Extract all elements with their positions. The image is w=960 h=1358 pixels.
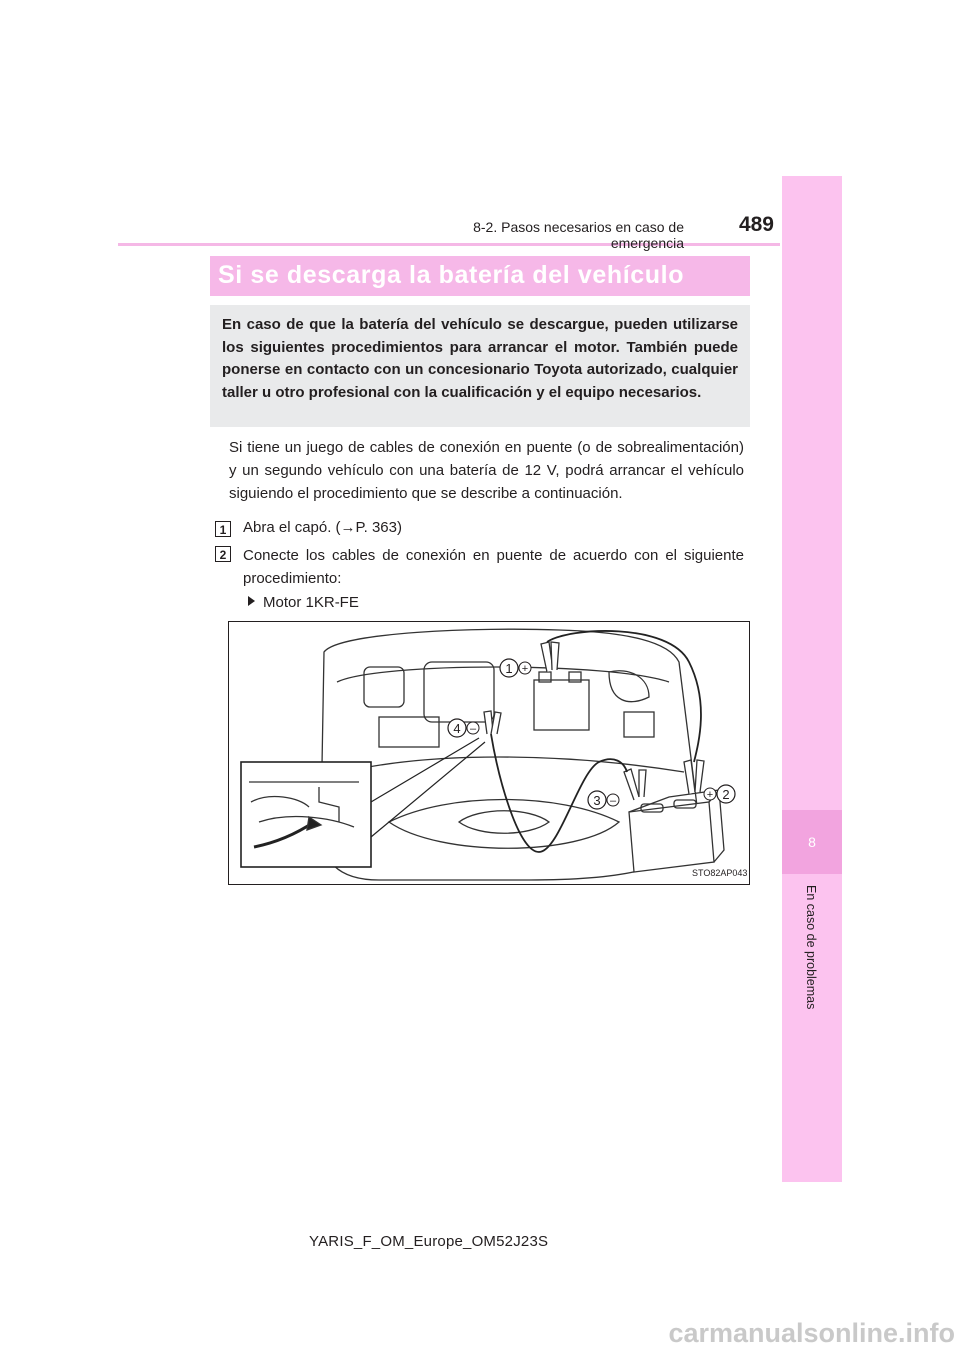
- car-battery: [534, 680, 589, 730]
- body-paragraph: Si tiene un juego de cables de conexión en puente (o de sobrealimentación) y un segundo vehículo con una batería de 12 V, podrá arrancar el vehículo siguiendo el procedimiento que se describe a continuación.: [229, 439, 744, 502]
- chapter-title-vertical: [782, 885, 842, 1010]
- step-2-text: Conecte los cables de conexión en puente de acuerdo con el siguiente procedimiento:: [243, 547, 744, 587]
- figure-code: STO82AP043: [692, 868, 748, 878]
- step-2-number: 2: [215, 546, 231, 562]
- callout-2: 2: [722, 787, 730, 802]
- section-label: 8-2. Pasos necesarios en caso de emergencia: [473, 219, 684, 251]
- triangle-bullet-icon: [248, 596, 255, 606]
- footer-doc-id: YARIS_F_OM_Europe_OM52J23S: [309, 1233, 549, 1250]
- sub-item-engine: [248, 594, 359, 611]
- chapter-title: En caso de problemas: [804, 885, 818, 1010]
- svg-text:+: +: [706, 789, 714, 801]
- engine-bay-illustration: [229, 622, 749, 884]
- callout-4: 4: [453, 721, 461, 736]
- watermark: carmanualsonline.info: [668, 1318, 955, 1348]
- intro-text: En caso de que la batería del vehículo se descargue, pueden utilizarse los siguientes procedimientos para arrancar el motor. También puede ponerse en contacto con un concesionario Toyota autorizado, cualquier taller u otro profesional con la cualificación y el equipo necesarios.: [222, 316, 738, 401]
- ground-point-inset: [241, 762, 371, 867]
- svg-text:–: –: [469, 723, 477, 735]
- negative-cable: [491, 734, 627, 852]
- page-title: Si se descarga la batería del vehículo: [218, 261, 685, 289]
- jump-start-figure: [228, 621, 750, 885]
- page-number: 489: [738, 213, 774, 236]
- sub-item-label: Motor 1KR-FE: [263, 594, 359, 611]
- svg-text:–: –: [609, 795, 617, 807]
- step-1-number: 1: [215, 521, 231, 537]
- step-1-text: Abra el capó. (→P. 363): [243, 519, 402, 536]
- chapter-number: 8: [808, 834, 816, 850]
- front-grille: [389, 800, 619, 849]
- donor-battery: [629, 802, 714, 872]
- chapter-side-tab: [782, 176, 842, 1182]
- callout-3: 3: [593, 793, 601, 808]
- svg-text:+: +: [521, 663, 529, 675]
- callout-1: 1: [505, 661, 513, 676]
